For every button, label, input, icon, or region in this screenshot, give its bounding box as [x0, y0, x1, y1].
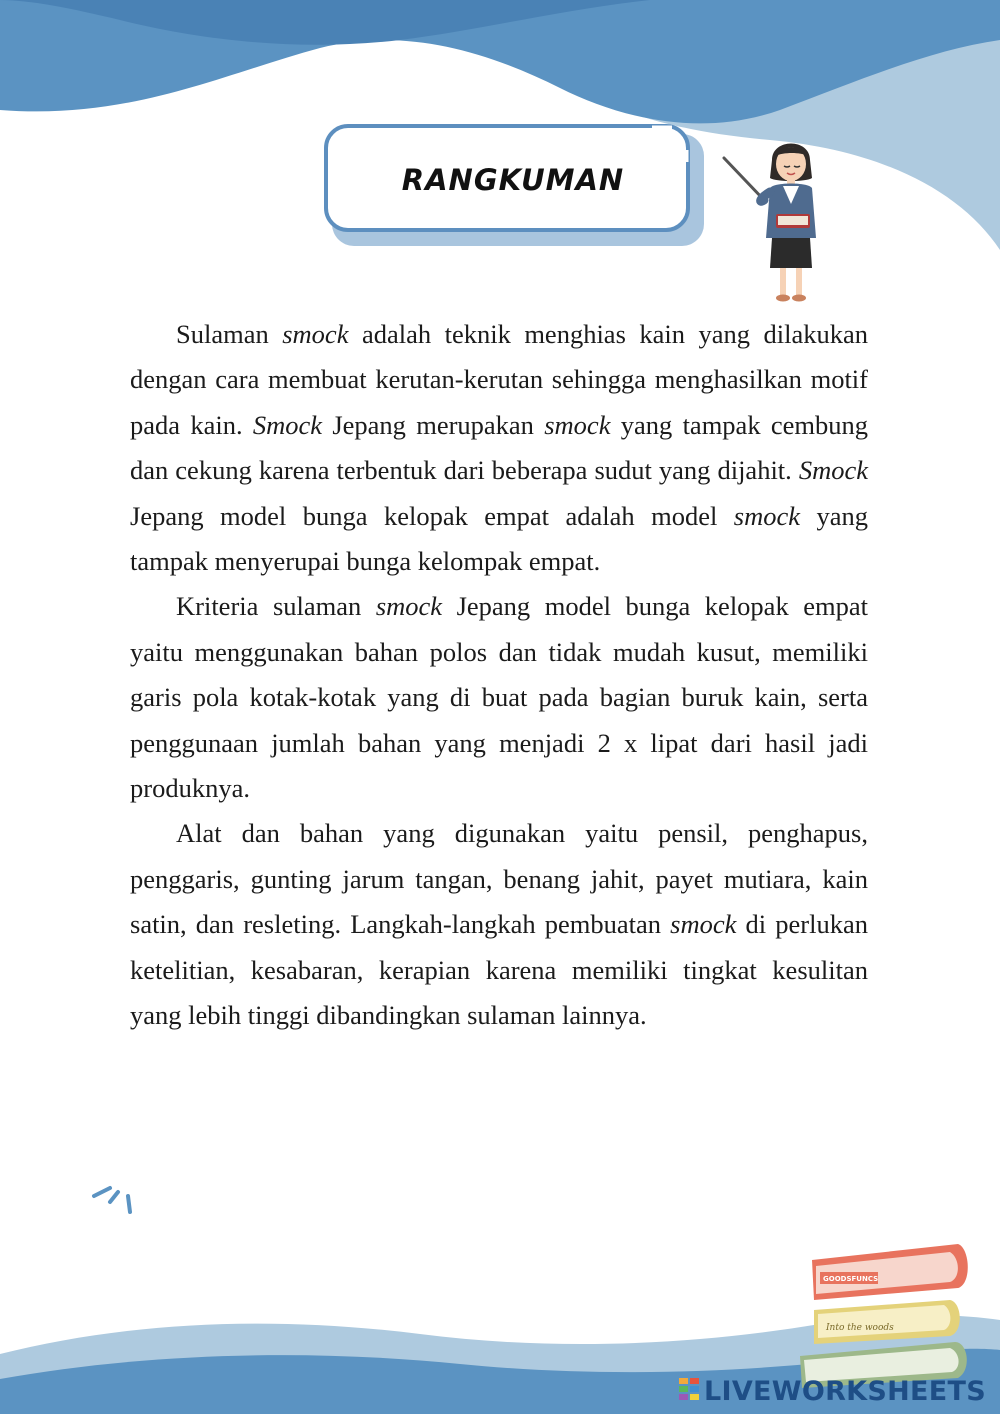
- paragraph: [130, 584, 868, 811]
- italic-term: smock: [670, 909, 737, 940]
- text-run: Jepang merupakan: [322, 409, 545, 440]
- text-run: adalah teknik menghias kain yang dilakukan dengan cara membuat kerutan-kerutan sehingga menghasilkan motif pada kain.: [130, 319, 868, 440]
- text-run: Alat dan bahan yang digunakan yaitu pensil, penghapus, penggaris, gunting jarum tangan, benang jahit, payet mutiara, kain satin, dan resleting. Langkah-langkah pembuatan: [130, 818, 868, 940]
- sparkle-icon: [86, 1176, 146, 1226]
- text-run: yang tampak cembung dan cekung karena terbentuk dari beberapa sudut yang dijahit.: [130, 409, 868, 486]
- italic-term: smock: [282, 319, 349, 349]
- italic-term: Smock: [252, 409, 323, 440]
- text-run: di perlukan ketelitian, kesabaran, kerapian karena memiliki tingkat kesulitan yang lebih tinggi dibandingkan sulaman lainnya.: [130, 909, 868, 1031]
- italic-term: smock: [544, 409, 611, 440]
- text-run: yang tampak menyerupai bunga kelompak empat.: [130, 500, 868, 577]
- text-run: Sulaman: [176, 319, 283, 349]
- books-middle-label: Into the woods: [826, 1323, 894, 1333]
- paragraph: [130, 811, 868, 1038]
- paragraph: [130, 312, 868, 584]
- text-run: Kriteria sulaman: [176, 591, 376, 622]
- text-run: Jepang model bunga kelopak empat adalah model: [130, 500, 734, 531]
- italic-term: Smock: [798, 455, 868, 486]
- liveworksheets-watermark[interactable]: [678, 1373, 986, 1409]
- watermark-text: LIVEWORKSHEETS: [703, 1375, 986, 1407]
- liveworksheets-logo-icon: [678, 1376, 700, 1406]
- summary-text: [130, 312, 868, 1039]
- teacher-with-pointer-icon: [720, 130, 830, 305]
- italic-term: smock: [733, 500, 801, 531]
- books-top-label: GOODSFUNCS: [823, 1275, 879, 1283]
- italic-term: smock: [375, 591, 443, 622]
- text-run: Jepang model bunga kelopak empat yaitu menggunakan bahan polos dan tidak mudah kusut, memiliki garis pola kotak-kotak yang di buat pada bagian buruk kain, serta penggunaan jumlah bahan yang menjadi 2 x lipat dari hasil jadi produknya.: [130, 591, 868, 804]
- page-title: RANGKUMAN: [401, 163, 625, 197]
